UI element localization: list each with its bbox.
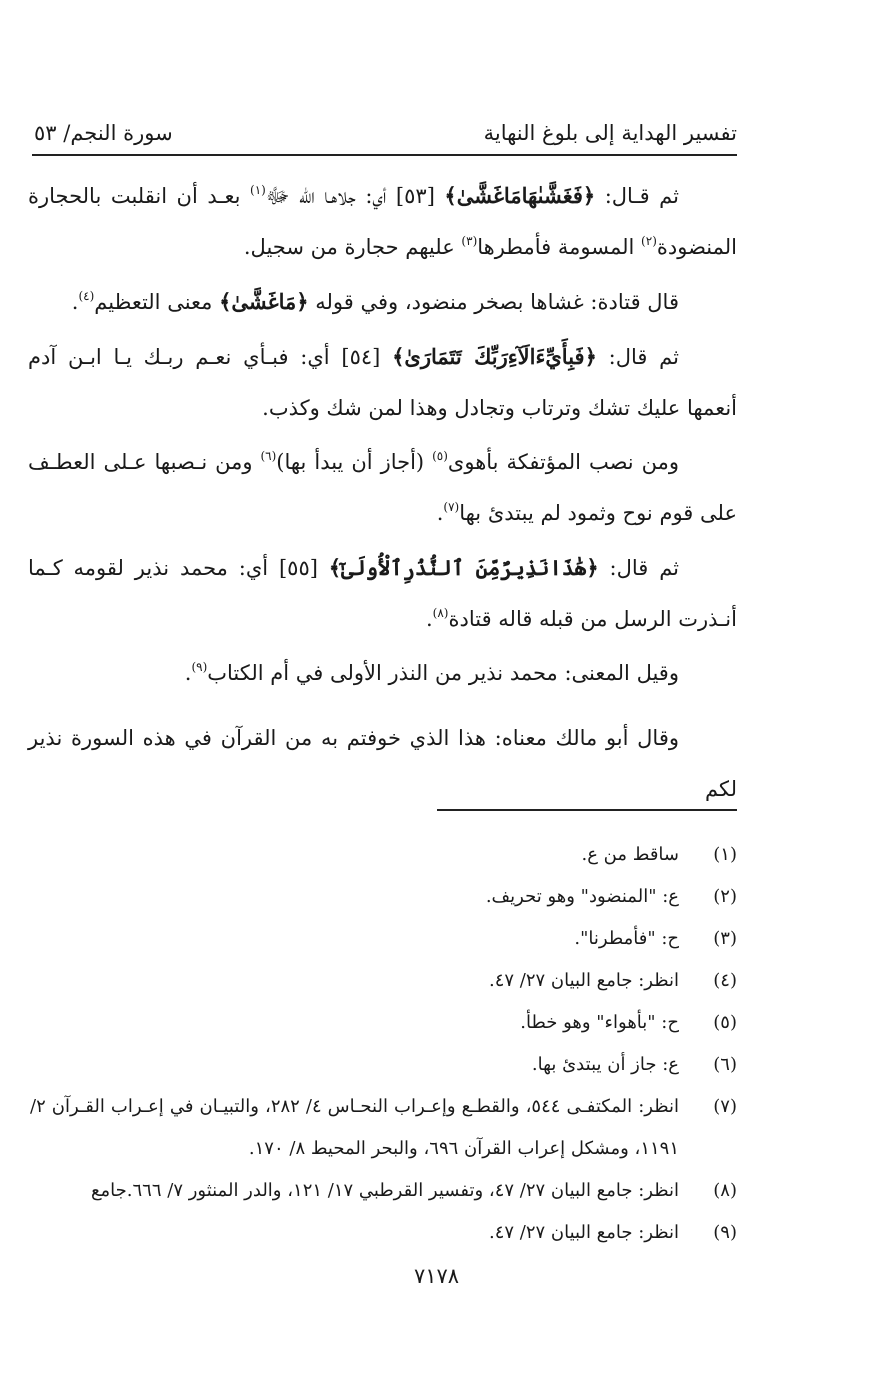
text-run: ومن نـصبها عـلى العطـف على قوم نوح وثمود لم يبتدئ بها <box>28 450 737 525</box>
footnote-ref[interactable]: (٩) <box>191 660 208 674</box>
text-run: عليهم حجارة من سجيل. <box>243 235 462 259</box>
footnote-number: (٢) <box>713 886 737 907</box>
text-run: بعـد أن انقلبت بالحجارة المنضودة <box>28 184 737 259</box>
quran-verse: ﴿هَٰذَانَذِيرٌمِّنَ ٱلنُّذُرِٱلْأُولَىٰٓ﴾ <box>328 555 599 580</box>
header-rule <box>32 154 737 156</box>
footnote-number: (٣) <box>713 928 737 949</box>
footnote-ref[interactable]: (٨) <box>432 606 449 620</box>
paragraph-7: وقال أبو مالك معناه: هذا الذي خوفتم به من القرآن في هذه السورة نذير لكم <box>28 726 737 801</box>
footnote-item <box>30 918 737 960</box>
footnote-text: انظر: جامع البيان ٢٧/ ٤٧، وتفسير القرطبي ١٧/ ١٢١، والدر المنثور ٧/ ٦٦٦.جامع <box>90 1180 679 1201</box>
footnote-item <box>30 1044 737 1086</box>
footnote-item <box>30 960 737 1002</box>
footnote-ref[interactable]: (١) <box>250 183 266 197</box>
footnote-ref[interactable]: (٧) <box>443 500 460 514</box>
paragraph-5 <box>28 542 737 645</box>
footnote-number: (٩) <box>713 1222 737 1243</box>
footnote-item <box>30 1086 737 1170</box>
footnote-ref[interactable]: (٢) <box>641 234 657 248</box>
footnote-item <box>30 876 737 918</box>
footnote-ref[interactable]: (٣) <box>461 234 478 248</box>
paragraph-6 <box>28 648 737 699</box>
footnote-rule <box>437 809 737 811</box>
text-run: معنى التعظيم <box>94 290 220 314</box>
footnote-text: ح: "فأمطرنا". <box>574 928 679 949</box>
footnote-item <box>30 1170 737 1212</box>
footnote-text: ع: جاز أن يبتدئ بها. <box>531 1054 679 1075</box>
footnote-ref[interactable]: (٤) <box>78 289 95 303</box>
book-title: تفسير الهداية إلى بلوغ النهاية <box>483 121 737 145</box>
quran-verse: ﴿فَبِأَيِّءَالَآءِرَبِّكَ تَتَمَارَىٰ﴾ <box>392 344 597 369</box>
text-run: (أجاز أن يبدأ بها) <box>276 450 433 474</box>
footnote-number: (٦) <box>713 1054 737 1075</box>
footnote-item <box>30 834 737 876</box>
footnote-text: ح: "بأهواء" وهو خطأ. <box>520 1012 679 1033</box>
footnote-number: (٤) <box>713 970 737 991</box>
footnote-item <box>30 1212 737 1254</box>
footnote-number: (٧) <box>713 1096 737 1117</box>
quran-verse: ﴿فَغَشَّىٰهَامَاغَشَّىٰ﴾ <box>444 183 596 208</box>
paragraph-1 <box>28 170 737 273</box>
text-run: [٥٤] أي: فبـأي نعـم ربـك يـا ابـن آدم أنعمها عليك تشك وترتاب وتجادل وهذا لمن شك وكذب. <box>28 345 737 420</box>
text-run: ومن نصب المؤتفكة بأهوى <box>447 450 679 474</box>
text-run: وقيل المعنى: محمد نذير من النذر الأولى في أم الكتاب <box>207 661 679 685</box>
text-run: . <box>71 290 79 314</box>
text-run: [٥٣] أي: جلاهـا الله ﷻ <box>265 184 445 208</box>
footnote-item <box>30 1002 737 1044</box>
text-run: . <box>425 607 433 631</box>
footnote-number: (٨) <box>713 1180 737 1201</box>
main-text <box>28 170 737 818</box>
footnote-ref[interactable]: (٥) <box>432 449 448 463</box>
surah-page-label: سورة النجم/ ٥٣ <box>34 121 173 145</box>
footnote-text: ساقط من ع. <box>581 844 679 865</box>
paragraph-3 <box>28 331 737 434</box>
footnote-text: انظر: جامع البيان ٢٧/ ٤٧. <box>488 1222 679 1243</box>
text-run: ثم قـال: <box>595 184 679 208</box>
footnote-text: ع: "المنضود" وهو تحريف. <box>485 886 679 907</box>
footnote-text: انظر: جامع البيان ٢٧/ ٤٧. <box>488 970 679 991</box>
text-run: المسومة فأمطرها <box>477 235 642 259</box>
text-run: [٥٥] أي: محمد نذير لقومه كـما أنـذرت الرسل من قبله قاله قتادة <box>28 556 737 631</box>
text-run: قال قتادة: غشاها بصخر منضود، وفي قوله <box>308 290 679 314</box>
text-run: . <box>436 501 444 525</box>
footnote-text: انظر: المكتفـى ٥٤٤، والقطـع وإعـراب النحـاس ٤/ ٢٨٢، والتبيـان في إعـراب القـرآن ٢/ ١١٩١، ومشكل إعراب القرآن ٦٩٦، والبحر المحيط ٨/ ١٧٠. <box>30 1096 679 1159</box>
page-number: ٧١٧٨ <box>413 1264 460 1288</box>
quran-verse: ﴿مَاغَشَّىٰ﴾ <box>219 289 309 314</box>
footnote-number: (١) <box>713 844 737 865</box>
paragraph-2 <box>28 276 737 328</box>
footnote-number: (٥) <box>713 1012 737 1033</box>
running-header <box>34 116 737 150</box>
text-run: . <box>184 661 192 685</box>
text-run: ثم قال: <box>598 556 680 580</box>
text-run: ثم قال: <box>596 345 679 369</box>
footnotes <box>30 834 737 1254</box>
paragraph-4 <box>28 437 737 539</box>
footnote-ref[interactable]: (٦) <box>260 449 277 463</box>
